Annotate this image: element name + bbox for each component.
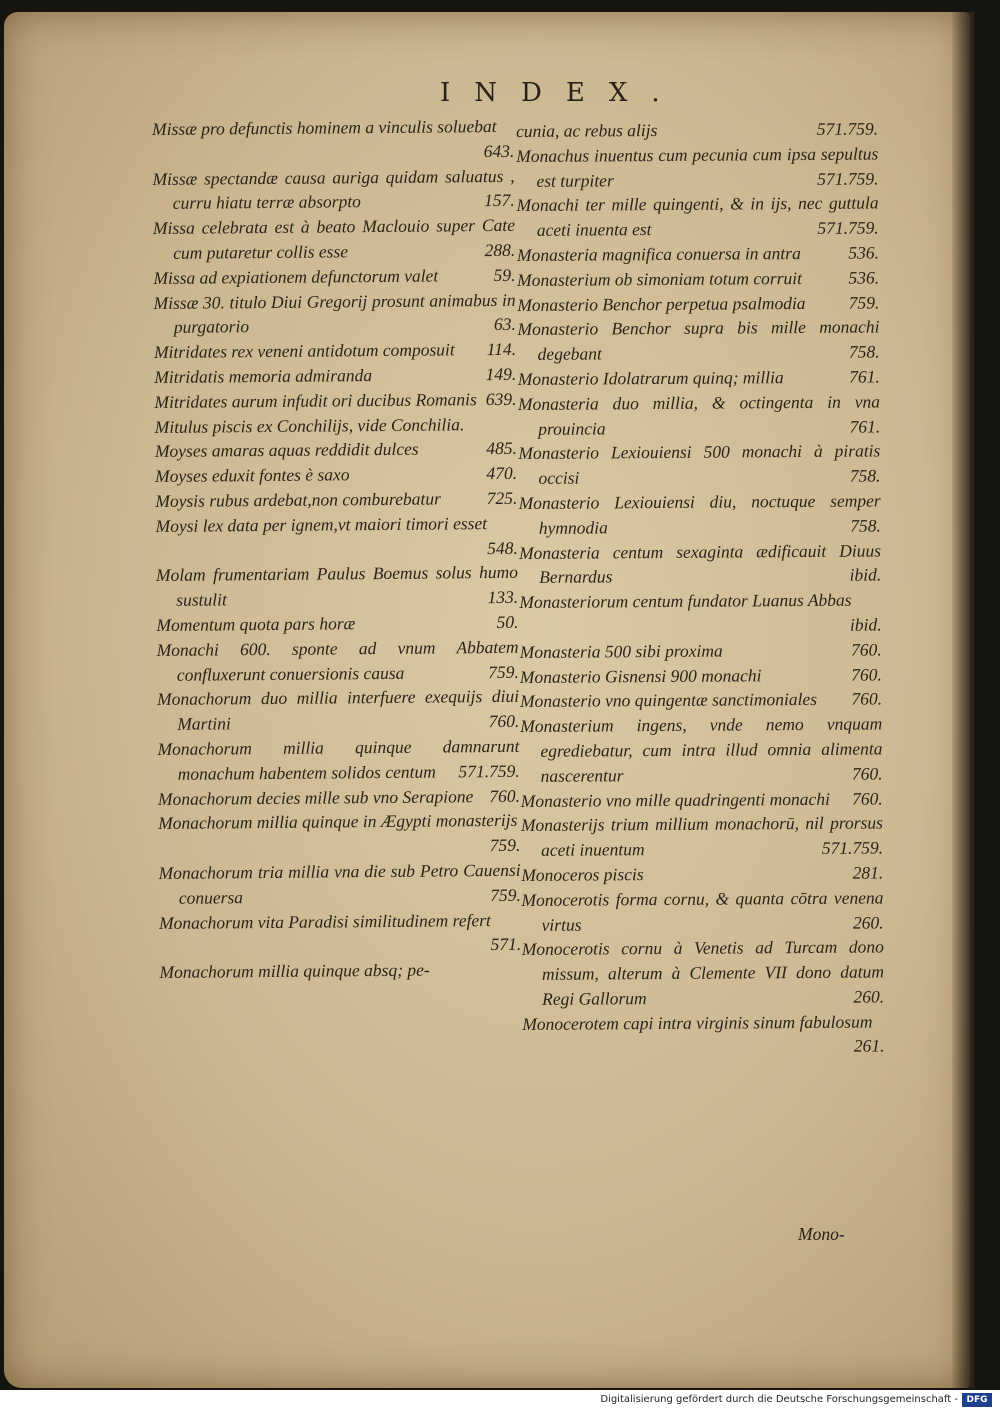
entry-page: 760. [851, 639, 882, 660]
index-entry [519, 538, 881, 590]
entry-text: cunia, ac rebus alijs [516, 120, 658, 141]
entry-text: Monachi ter mille quingenti, & in ijs, nec guttula aceti inuenta est [516, 192, 879, 241]
entry-text: Monocerotis forma cornu, & quanta cōtra venena virtus [521, 887, 884, 935]
entry-text: Monasterio Gisnensi 900 monachi [519, 664, 762, 687]
entry-page: 114. [486, 339, 517, 360]
index-entry [518, 389, 880, 441]
catchword: Mono- [798, 1224, 845, 1244]
entry-text: Monasterio Benchor perpetua psalmodia [517, 292, 806, 315]
index-entry [155, 486, 517, 514]
entry-page: 571.759. [821, 837, 884, 858]
entry-page: 536. [848, 242, 880, 263]
entry-page: 759. [490, 884, 521, 905]
index-entry [520, 637, 882, 664]
index-entry [159, 957, 521, 985]
page-edge [952, 12, 974, 1388]
entry-page: 281. [852, 862, 884, 883]
index-entry [521, 885, 883, 937]
entry-text: Missæ 30. titulo Diui Gregorij prosunt animabus in purgatorio [153, 289, 516, 338]
entry-page: 571.759. [816, 118, 879, 139]
index-column-left [152, 114, 522, 985]
index-entry [520, 687, 882, 714]
index-entry [518, 364, 880, 391]
entry-page: 288. [484, 239, 516, 261]
index-entry [153, 213, 515, 266]
entry-text: Moyses amaras aquas reddidit dulces [154, 439, 419, 462]
index-column-right [516, 116, 885, 1061]
index-entry [155, 511, 517, 564]
index-entry [521, 786, 883, 813]
entry-text: Monasteriorum centum fundator Luanus Abbas [519, 589, 852, 613]
index-entry [154, 362, 516, 390]
entry-page: 725. [486, 487, 518, 509]
index-entry [522, 1009, 884, 1061]
entry-text: Monachi 600. sponte ad vnum Abbatem confluxerunt conuersionis causa [156, 636, 519, 685]
index-entry [152, 163, 514, 216]
entry-page: 470. [486, 462, 518, 484]
index-entry [158, 858, 520, 911]
index-entry [155, 411, 517, 439]
entry-text: Moysi lex data per ignem,vt maiori timori esset [155, 512, 488, 536]
entry-page: 643. [483, 140, 515, 161]
dfg-logo: DFG [962, 1393, 992, 1407]
entry-text: Monasterium ob simoniam totum corruit [517, 267, 803, 290]
entry-page: 759. [488, 661, 519, 682]
entry-page: 149. [485, 363, 517, 385]
entry-text: Monasteria duo millia, & octingenta in vna prouincia [517, 391, 881, 439]
index-entry [517, 290, 879, 317]
entry-text: Monasterio Benchor supra bis mille monachi degebant [517, 316, 880, 365]
entry-page: 485. [486, 438, 517, 459]
index-entry [154, 287, 516, 340]
entry-page: 571. [490, 934, 522, 955]
entry-page: 758. [850, 515, 881, 536]
index-entry [519, 488, 881, 540]
entry-text: Monasteria 500 sibi proxima [519, 640, 723, 662]
entry-page: 571.759. [817, 217, 879, 239]
entry-text: Monasteria magnifica conuersa in antra [516, 242, 801, 265]
index-entry [521, 811, 883, 863]
entry-text: Monoceros piscis [521, 864, 644, 885]
index-entry [518, 439, 880, 491]
page-header: INDEX. [440, 78, 684, 108]
index-entry [517, 315, 879, 367]
entry-text: Missa celebrata est à beato Maclouio super Cate cum putaretur collis esse [152, 215, 516, 263]
entry-page: 761. [849, 416, 881, 437]
entry-text: Molam frumentariam Paulus Boemus solus humo sustulit [155, 562, 519, 610]
index-entry [153, 263, 515, 291]
index-entry [158, 783, 520, 811]
index-entry [517, 240, 879, 267]
entry-page: 59. [493, 264, 516, 285]
index-entry [519, 588, 881, 640]
entry-page: 760. [851, 663, 882, 685]
entry-text: Missa ad expiationem defunctorum valet [153, 265, 439, 288]
entry-text: Monasterio Lexiouiensi 500 monachi à piratis occisi [518, 440, 881, 489]
entry-page: 760. [852, 787, 883, 809]
entry-page: 548. [487, 537, 518, 558]
entry-page: 261. [853, 1035, 885, 1057]
entry-page: 571.759. [817, 168, 879, 189]
index-entry [157, 635, 519, 688]
entry-page: 760. [488, 710, 520, 732]
entry-page: 536. [848, 267, 880, 288]
entry-text: Mitridates rex veneni antidotum composuit [153, 339, 455, 363]
entry-text: Missæ pro defunctis hominem a vinculis soluebat [152, 115, 497, 139]
entry-text: Monachus inuentus cum pecunia cum ipsa sepultus est turpiter [516, 143, 879, 191]
entry-text: Monachorum millia quinque in Ægypti monasterijs [158, 810, 518, 834]
index-entry [155, 461, 517, 489]
entry-text: Monachorum millia quinque damnarunt monachum habentem solidos centum [157, 735, 520, 784]
entry-text: Monachorum millia quinque absq; pe- [159, 959, 430, 983]
entry-page: 50. [496, 611, 519, 632]
index-entry [154, 387, 516, 415]
entry-text: Missæ spectandæ causa auriga quidam saluatus , curru hiatu terræ absorpto [152, 165, 515, 214]
entry-text: Monasterium ingens, vnde nemo vnquam egrediebatur, cum intra illud omnia alimenta nascerentur [520, 713, 883, 786]
index-entry [159, 907, 521, 960]
entry-page: 63. [493, 314, 516, 335]
entry-text: Monasterio vno quingentæ sanctimoniales [519, 689, 818, 712]
index-entry [152, 114, 514, 167]
entry-text: Monasterijs trium millium monachorū, nil prorsus aceti inuentum [520, 812, 883, 860]
index-entry [520, 712, 883, 789]
entry-text: Monachorum tria millia vna die sub Petro Cauensi conuersa [158, 859, 521, 908]
entry-page: 571.759. [458, 760, 520, 782]
index-entry [154, 337, 516, 365]
index-entry [156, 560, 518, 613]
index-entry [517, 191, 879, 243]
entry-text: Monasterio Lexiouiensi diu, noctuque semper hymnodia [518, 490, 881, 538]
index-entry [157, 734, 519, 787]
entry-text: Monachorum duo millia interfuere exequijs diui Martini [156, 686, 520, 734]
entry-page: 760. [851, 763, 883, 784]
entry-text: Mitridatis memoria admiranda [154, 365, 373, 387]
entry-text: Moyses eduxit fontes è saxo [155, 464, 350, 487]
entry-page: 639. [485, 388, 517, 409]
entry-page: 758. [849, 465, 881, 486]
index-entry [155, 436, 517, 464]
index-entry [520, 662, 882, 689]
entry-text: Mitridates aurum infudit ori ducibus Romanis [154, 388, 477, 412]
index-entry [157, 684, 519, 737]
entry-text: Monachorum decies mille sub vno Serapione [157, 785, 474, 809]
entry-text: Momentum quota pars horæ [156, 613, 356, 635]
entry-text: Mitulus piscis ex Conchilijs, vide Conchilia. [154, 413, 465, 437]
entry-page: 133. [487, 586, 519, 608]
funding-credit: Digitalisierung gefördert durch die Deutsche Forschungsgemeinschaft - [600, 1394, 958, 1405]
entry-text: Monasterio Idolatrarum quinq; millia [517, 367, 784, 389]
entry-page: 760. [489, 785, 521, 806]
entry-text: Monasteria centum sexaginta ædificauit Diuus Bernardus [518, 540, 882, 588]
footer-bar [0, 1390, 1000, 1411]
index-entry [156, 610, 518, 638]
entry-text: Monocerotis cornu à Venetis ad Turcam dono missum, alterum à Clemente VII dono datum Regi Gallorum [521, 936, 885, 1009]
entry-page: 761. [849, 366, 880, 387]
index-entry [521, 860, 883, 887]
entry-page: 157. [484, 190, 515, 211]
entry-page: 260. [853, 986, 885, 1007]
index-entry [516, 116, 878, 143]
index-entry [517, 265, 879, 292]
index-entry [516, 141, 878, 193]
entry-page: 759. [848, 292, 880, 313]
entry-text: Moysis rubus ardebat,non comburebatur [155, 488, 441, 511]
entry-page: 260. [852, 911, 884, 933]
entry-text: Monachorum vita Paradisi similitudinem refert [158, 909, 491, 933]
entry-page: ibid. [849, 564, 882, 586]
entry-page: 758. [848, 341, 880, 362]
entry-text: Monasterio vno mille quadringenti monachi [520, 788, 830, 811]
entry-page: 759. [489, 834, 521, 856]
index-entry [522, 935, 885, 1012]
entry-page: ibid. [849, 614, 882, 635]
entry-page: 760. [851, 688, 883, 710]
index-entry [158, 808, 520, 861]
entry-text: Monocerotem capi intra virginis sinum fabulosum [522, 1011, 873, 1034]
